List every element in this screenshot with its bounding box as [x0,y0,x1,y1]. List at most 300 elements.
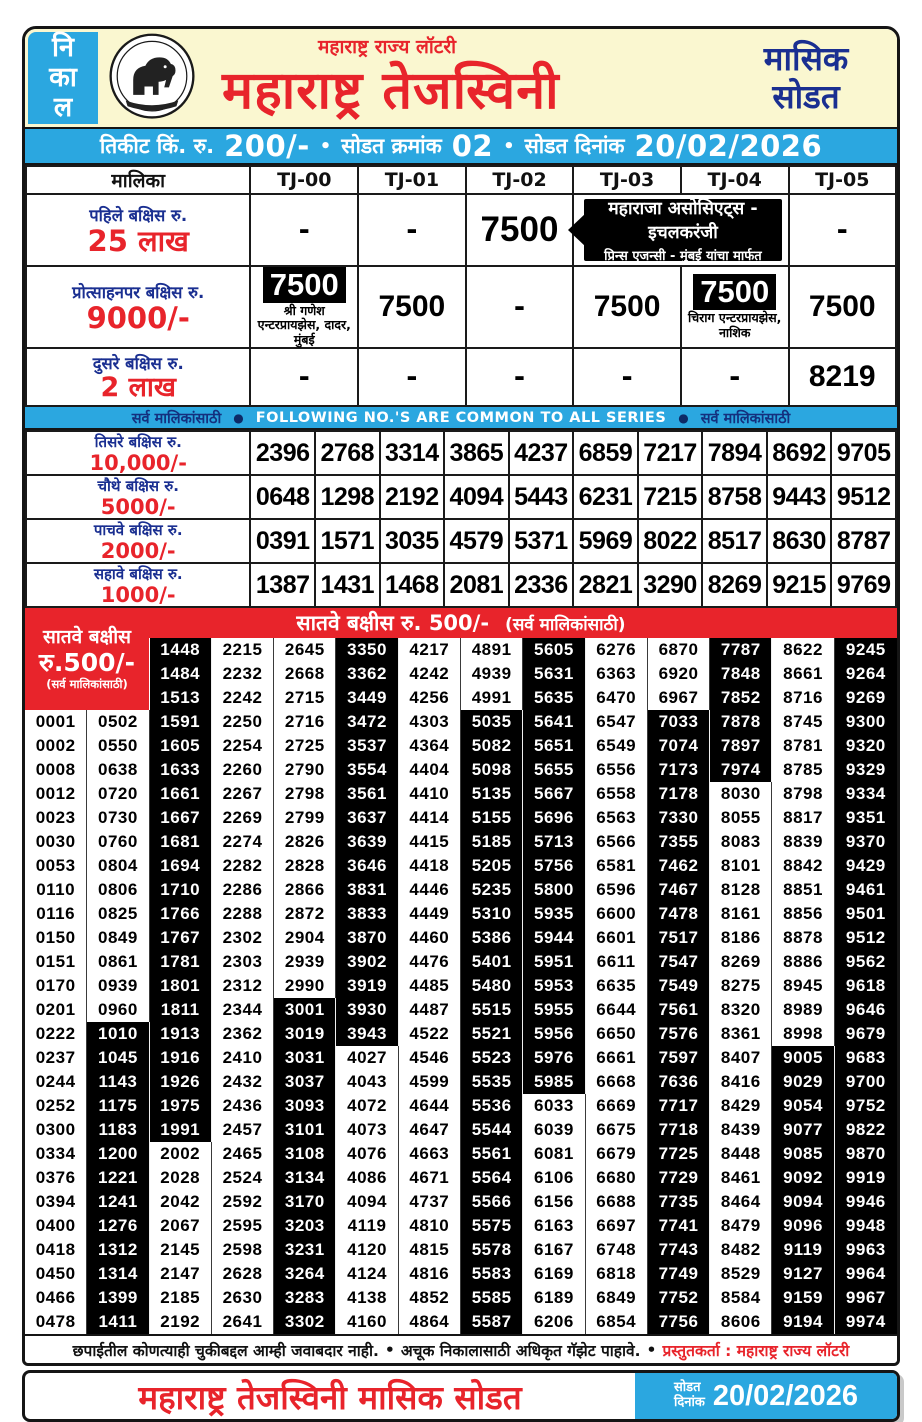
grid-cell: 8269 [710,950,772,974]
grid-cell: 9269 [835,686,897,710]
grid-cell: 2145 [150,1238,212,1262]
common-prize-number: 8269 [702,563,767,607]
grid-cell: 4546 [399,1046,461,1070]
grid-cell: 2866 [274,878,336,902]
grid-cell: 0170 [25,974,87,998]
grid-cell: 2250 [212,710,274,734]
grid-cell: 8361 [710,1022,772,1046]
grid-cell: 9085 [772,1142,834,1166]
grid-cell: 4119 [336,1214,398,1238]
grid-cell: 4864 [399,1310,461,1334]
grid-cell: 9029 [772,1070,834,1094]
grid-cell: 1667 [150,806,212,830]
grid-cell: 9562 [835,950,897,974]
grid-cell: 6563 [586,806,648,830]
grid-cell: 1694 [150,854,212,878]
grid-cell: 5566 [461,1190,523,1214]
common-prize-number: 1298 [315,475,380,519]
grid-cell: 4449 [399,902,461,926]
grid-cell: 5713 [523,830,585,854]
grid-cell: 8055 [710,806,772,830]
grid-cell: 9329 [835,758,897,782]
grid-cell: 9700 [835,1070,897,1094]
grid-cell: 1143 [87,1070,149,1094]
grid-cell: 2799 [274,806,336,830]
draw-date-label: सोडत दिनांक [524,134,625,158]
grid-cell: 3639 [336,830,398,854]
grid-cell: 3031 [274,1046,336,1070]
grid-cell: 7974 [710,758,772,782]
grid-cell: 9005 [772,1046,834,1070]
grid-cell: 1991 [150,1118,212,1142]
second-prize-tj04: - [681,348,789,406]
grid-cell: 2826 [274,830,336,854]
grid-cell: 3930 [336,998,398,1022]
grid-cell: 5135 [461,782,523,806]
grid-cell: 5696 [523,806,585,830]
grid-cell: 9245 [835,638,897,662]
grid-cell: 0806 [87,878,149,902]
grid-cell: 5944 [523,926,585,950]
grid-cell: 0008 [25,758,87,782]
grid-cell: 5523 [461,1046,523,1070]
grid-cell: 7462 [648,854,710,878]
common-prize-number: 7215 [638,475,703,519]
incentive-prize-row [26,266,896,348]
grid-cell: 7033 [648,710,710,734]
grid-cell: 2232 [212,662,274,686]
second-prize-tj03: - [573,348,681,406]
common-prize-number: 9705 [831,431,896,475]
grid-cell: 5953 [523,974,585,998]
bullet: • [319,135,332,157]
series-col-header: TJ-03 [573,166,681,194]
grid-cell: 0201 [25,998,87,1022]
second-prize-row [26,348,896,406]
series-col-header: TJ-04 [681,166,789,194]
grid-cell: 2002 [150,1142,212,1166]
presenter: प्रस्तुतकर्ता : महाराष्ट्र राज्य लॉटरी [662,1341,850,1360]
grid-cell: 3472 [336,710,398,734]
common-prize-number: 9512 [831,475,896,519]
grid-cell: 8439 [710,1118,772,1142]
grid-cell: 5185 [461,830,523,854]
grid-cell: 9967 [835,1286,897,1310]
grid-cell: 6697 [586,1214,648,1238]
common-prize-number: 2081 [444,563,509,607]
grid-cell: 6920 [648,662,710,686]
common-prize-row [26,519,896,563]
second-prize-tj02: - [466,348,574,406]
bullet: • [503,135,515,157]
grid-cell: 6566 [586,830,648,854]
common-prize-number: 5443 [509,475,574,519]
grid-cell: 8128 [710,878,772,902]
grid-cell: 8429 [710,1094,772,1118]
grid-cell: 2303 [212,950,274,974]
grid-cell: 9194 [772,1310,834,1334]
common-prize-number: 0391 [250,519,315,563]
grid-cell: 5631 [523,662,585,686]
grid-cell: 4485 [399,974,461,998]
grid-cell: 9320 [835,734,897,758]
grid-cell: 8998 [772,1022,834,1046]
grid-cell: 2790 [274,758,336,782]
grid-cell: 8785 [772,758,834,782]
common-prize-number: 8692 [767,431,832,475]
winner-agent-line2: प्रिन्स एजन्सी - मुंबई यांचा मार्फत [604,249,762,264]
grid-cell: 2362 [212,1022,274,1046]
grid-cell: 8886 [772,950,834,974]
draw-date: 20/02/2026 [634,129,823,163]
grid-cell: 6156 [523,1190,585,1214]
grid-cell: 2798 [274,782,336,806]
grid-cell: 5561 [461,1142,523,1166]
grid-cell: 7787 [710,638,772,662]
grid-cell: 2645 [274,638,336,662]
footer-bar [22,1370,900,1422]
grid-cell: 0244 [25,1070,87,1094]
grid-cell: 8781 [772,734,834,758]
first-prize-tj05: - [789,194,896,266]
grid-cell: 0376 [25,1166,87,1190]
common-prize-number: 5969 [573,519,638,563]
grid-cell: 0023 [25,806,87,830]
grid-cell: 2410 [212,1046,274,1070]
elephant-emblem-icon [105,31,199,125]
grid-cell: 6167 [523,1238,585,1262]
grid-cell: 6635 [586,974,648,998]
grid-cell: 4256 [399,686,461,710]
grid-cell: 3001 [274,998,336,1022]
grid-cell: 5756 [523,854,585,878]
grid-cell: 0334 [25,1142,87,1166]
grid-cell: 2715 [274,686,336,710]
seventh-prize-section [25,608,897,1336]
grid-cell: 1767 [150,926,212,950]
grid-cell: 3919 [336,974,398,998]
grid-cell: 7718 [648,1118,710,1142]
common-prize-number: 2336 [509,563,574,607]
grid-cell: 1513 [150,686,212,710]
grid-cell: 4217 [399,638,461,662]
grid-cell: 6669 [586,1094,648,1118]
grid-cell: 3943 [336,1022,398,1046]
grid-cell: 1010 [87,1022,149,1046]
grid-cell: 8461 [710,1166,772,1190]
grid-cell: 5635 [523,686,585,710]
common-prize-number: 3314 [380,431,445,475]
grid-cell: 4072 [336,1094,398,1118]
grid-cell: 7355 [648,830,710,854]
grid-cell: 4124 [336,1262,398,1286]
grid-cell: 2904 [274,926,336,950]
scheme-type-line2: सोडत [772,77,840,116]
grid-cell: 4852 [399,1286,461,1310]
common-prize-number: 4579 [444,519,509,563]
grid-cell: 3302 [274,1310,336,1334]
grid-cell: 2267 [212,782,274,806]
grid-cell: 2344 [212,998,274,1022]
incentive-prize-tj05: 7500 [789,266,896,348]
grid-cell: 2254 [212,734,274,758]
grid-cell: 2302 [212,926,274,950]
grid-cell: 5035 [461,710,523,734]
grid-cell: 8275 [710,974,772,998]
grid-cell: 2286 [212,878,274,902]
grid-cell: 4487 [399,998,461,1022]
series-col-header: TJ-01 [358,166,466,194]
grid-cell: 3203 [274,1214,336,1238]
common-prize-number: 0648 [250,475,315,519]
grid-cell: 6549 [586,734,648,758]
grid-cell: 9264 [835,662,897,686]
grid-cell: 0450 [25,1262,87,1286]
grid-cell: 7852 [710,686,772,710]
grid-cell: 6601 [586,926,648,950]
grid-cell: 9919 [835,1166,897,1190]
grid-cell: 5235 [461,878,523,902]
common-series-bar: सर्व मालिकांसाठी ● FOLLOWING NO.'S ARE COMMON TO ALL SERIES ● सर्व मालिकांसाठी [25,407,897,430]
grid-cell: 9096 [772,1214,834,1238]
grid-cell: 9679 [835,1022,897,1046]
grid-cell: 6967 [648,686,710,710]
grid-cell: 8083 [710,830,772,854]
grid-cell: 7729 [648,1166,710,1190]
agent-name-tj04: चिराग एन्टरप्रायझेस, नाशिक [688,310,782,340]
grid-cell: 2312 [212,974,274,998]
grid-cell: 4073 [336,1118,398,1142]
org-name: महाराष्ट्र राज्य लॉटरी [318,36,457,58]
grid-cell: 8584 [710,1286,772,1310]
grid-cell: 3831 [336,878,398,902]
grid-cell: 3019 [274,1022,336,1046]
common-prize-number: 9769 [831,563,896,607]
nikal-letter: का [49,62,77,94]
grid-cell: 0418 [25,1238,87,1262]
grid-cell: 6556 [586,758,648,782]
grid-cell: 0960 [87,998,149,1022]
grid-cell: 2641 [212,1310,274,1334]
series-col-header: मालिका [26,166,250,194]
grid-cell: 1916 [150,1046,212,1070]
grid-cell: 1448 [150,638,212,662]
incentive-prize-tj03: 7500 [573,266,681,348]
second-prize-tj01: - [358,348,466,406]
grid-cell: 0300 [25,1118,87,1142]
grid-cell: 3170 [274,1190,336,1214]
common-prize-number: 2396 [250,431,315,475]
grid-cell: 1781 [150,950,212,974]
grid-cell: 2630 [212,1286,274,1310]
common-prize-number: 2821 [573,563,638,607]
grid-cell: 3362 [336,662,398,686]
common-prize-number: 3290 [638,563,703,607]
grid-cell: 2432 [212,1070,274,1094]
title-block [206,29,715,127]
grid-cell: 1411 [87,1310,149,1334]
grid-cell: 2628 [212,1262,274,1286]
grid-cell: 4043 [336,1070,398,1094]
grid-cell: 5401 [461,950,523,974]
grid-cell: 1681 [150,830,212,854]
footer-date: 20/02/2026 [712,1379,858,1412]
grid-cell: 8464 [710,1190,772,1214]
incentive-prize-tj01: 7500 [358,266,466,348]
grid-cell: 0466 [25,1286,87,1310]
grid-cell: 8839 [772,830,834,854]
common-prize-label: चौथे बक्षिस रु. 5000/- [26,475,250,519]
seventh-prize-number-grid [25,638,897,1334]
grid-cell: 9429 [835,854,897,878]
grid-cell: 0849 [87,926,149,950]
grid-cell: 7547 [648,950,710,974]
grid-cell: 3646 [336,854,398,878]
grid-cell: 4364 [399,734,461,758]
grid-cell: 8878 [772,926,834,950]
grid-cell: 5155 [461,806,523,830]
grid-cell: 7478 [648,902,710,926]
common-prize-number: 9443 [767,475,832,519]
grid-cell: 5956 [523,1022,585,1046]
agent-name-tj00: श्री गणेश एन्टरप्रायझेस, दादर, मुंबई [257,303,351,347]
grid-cell: 8416 [710,1070,772,1094]
grid-cell: 1399 [87,1286,149,1310]
common-prize-number: 8630 [767,519,832,563]
second-prize-label: दुसरे बक्षिस रु. 2 लाख [26,348,250,406]
grid-cell: 5515 [461,998,523,1022]
grid-cell: 1241 [87,1190,149,1214]
grid-cell: 6163 [523,1214,585,1238]
grid-cell: 7330 [648,806,710,830]
grid-cell: 6870 [648,638,710,662]
grid-cell: 5205 [461,854,523,878]
grid-cell: 0394 [25,1190,87,1214]
grid-cell: 7717 [648,1094,710,1118]
grid-cell: 2465 [212,1142,274,1166]
grid-cell: 2185 [150,1286,212,1310]
seventh-prize-label-box: सातवे बक्षीस रु.500/- (सर्व मालिकांसाठी) [25,608,149,710]
grid-cell: 0760 [87,830,149,854]
grid-cell: 0638 [87,758,149,782]
grid-cell: 1710 [150,878,212,902]
grid-cell: 7752 [648,1286,710,1310]
grid-cell: 2725 [274,734,336,758]
first-prize-tj02: 7500 [466,194,574,266]
grid-cell: 9963 [835,1238,897,1262]
ticket-price-label: तिकीट किं. रु. [99,134,215,158]
grid-cell: 5587 [461,1310,523,1334]
grid-cell: 5564 [461,1166,523,1190]
grid-cell: 5667 [523,782,585,806]
grid-cell: 2067 [150,1214,212,1238]
grid-cell: 8482 [710,1238,772,1262]
grid-cell: 5583 [461,1262,523,1286]
grid-cell: 5605 [523,638,585,662]
grid-cell: 6668 [586,1070,648,1094]
grid-cell: 2828 [274,854,336,878]
grid-cell: 6854 [586,1310,648,1334]
grid-cell: 4086 [336,1166,398,1190]
grid-cell: 6688 [586,1190,648,1214]
grid-cell: 4939 [461,662,523,686]
series-col-header: TJ-00 [250,166,358,194]
grid-cell: 9822 [835,1118,897,1142]
grid-cell: 5641 [523,710,585,734]
grid-cell: 0151 [25,950,87,974]
grid-cell: 2242 [212,686,274,710]
incentive-prize-tj02: - [466,266,574,348]
grid-cell: 3902 [336,950,398,974]
common-prize-label: पाचवे बक्षिस रु. 2000/- [26,519,250,563]
series-prize-table [25,165,897,407]
grid-cell: 4663 [399,1142,461,1166]
grid-cell: 3283 [274,1286,336,1310]
grid-cell: 2592 [212,1190,274,1214]
series-col-header: TJ-02 [466,166,574,194]
draw-number: 02 [451,129,494,163]
grid-cell: 4476 [399,950,461,974]
grid-cell: 9870 [835,1142,897,1166]
common-prize-number: 6859 [573,431,638,475]
grid-cell: 2274 [212,830,274,854]
common-prize-number: 4094 [444,475,509,519]
grid-cell: 6581 [586,854,648,878]
grid-cell: 9094 [772,1190,834,1214]
grid-cell: 4891 [461,638,523,662]
grid-cell: 4460 [399,926,461,950]
grid-cell: 3350 [336,638,398,662]
grid-cell: 0720 [87,782,149,806]
second-prize-tj00: - [250,348,358,406]
grid-cell: 2595 [212,1214,274,1238]
grid-cell: 4414 [399,806,461,830]
grid-cell: 7636 [648,1070,710,1094]
grid-cell: 6470 [586,686,648,710]
grid-cell: 1175 [87,1094,149,1118]
series-col-header: TJ-05 [789,166,896,194]
grid-cell: 4415 [399,830,461,854]
grid-cell: 5386 [461,926,523,950]
grid-cell: 6650 [586,1022,648,1046]
grid-cell: 6363 [586,662,648,686]
common-prize-number: 8758 [702,475,767,519]
grid-cell: 2028 [150,1166,212,1190]
grid-cell: 0012 [25,782,87,806]
grid-cell: 6675 [586,1118,648,1142]
grid-cell: 3637 [336,806,398,830]
grid-cell: 4138 [336,1286,398,1310]
grid-cell: 2282 [212,854,274,878]
grid-cell: 4991 [461,686,523,710]
grid-cell: 4242 [399,662,461,686]
grid-cell: 1221 [87,1166,149,1190]
grid-cell: 2260 [212,758,274,782]
grid-cell: 6748 [586,1238,648,1262]
grid-cell: 9054 [772,1094,834,1118]
grid-cell: 3554 [336,758,398,782]
grid-cell: 5098 [461,758,523,782]
second-prize-tj05: 8219 [789,348,896,406]
grid-cell: 7749 [648,1262,710,1286]
grid-cell: 5310 [461,902,523,926]
grid-cell: 0939 [87,974,149,998]
grid-cell: 5800 [523,878,585,902]
grid-cell: 9964 [835,1262,897,1286]
grid-cell: 2872 [274,902,336,926]
grid-cell: 9646 [835,998,897,1022]
grid-cell: 8407 [710,1046,772,1070]
